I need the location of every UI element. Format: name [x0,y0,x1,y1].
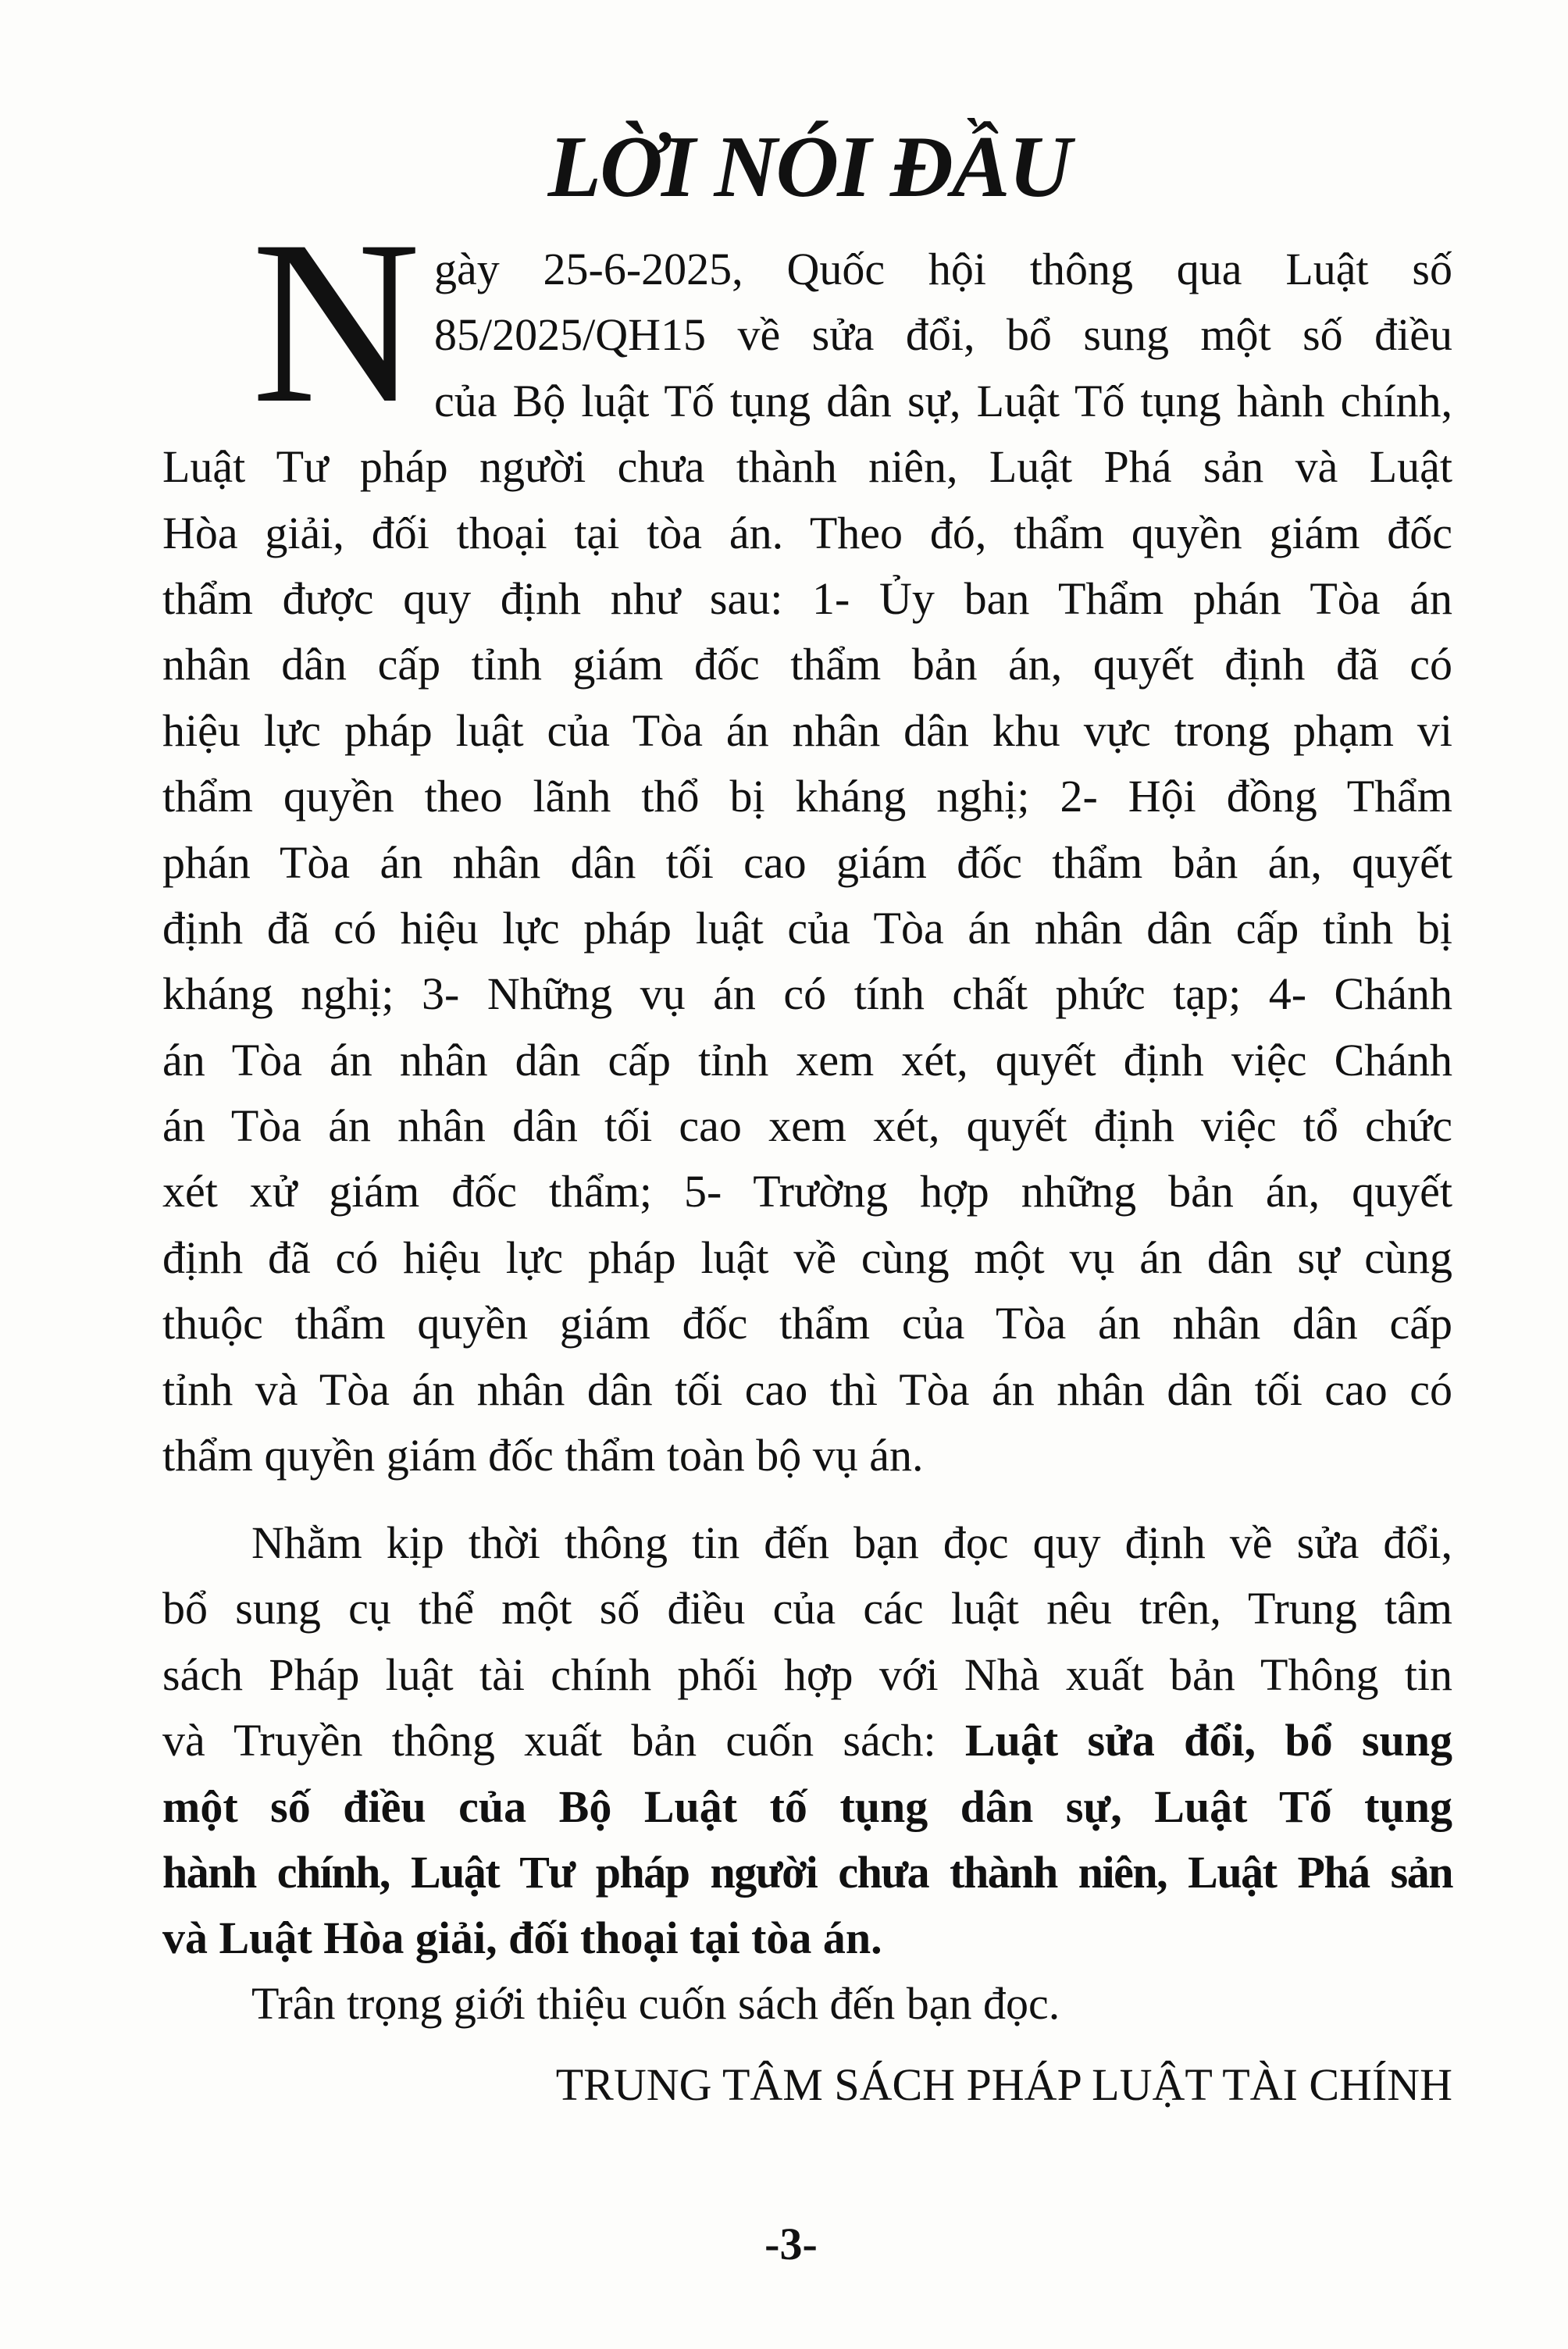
book-title-bold: Luật sửa đổi, bổ sung [964,1715,1452,1766]
text-line: bổ sung cụ thể một số điều của các luật nêu trên, Trung tâm [162,1583,1452,1634]
text-line: thẩm quyền theo lãnh thổ bị kháng nghị; 2- Hội đồng Thẩm [162,771,1452,822]
text-line: định đã có hiệu lực pháp luật về cùng một vụ án dân sự cùng [162,1232,1452,1283]
paragraph-2 [162,1510,1452,1972]
text-line: hiệu lực pháp luật của Tòa án nhân dân khu vực trong phạm vi [162,704,1452,756]
text-line: 85/2025/QH15 về sửa đổi, bổ sung một số điều [434,309,1452,361]
book-title-line: và Luật Hòa giải, đối thoại tại tòa án. [162,1912,882,1964]
text-line: kháng nghị; 3- Những vụ án có tính chất phức tạp; 4- Chánh [162,968,1452,1020]
text-line: án Tòa án nhân dân tối cao xem xét, quyết định việc tổ chức [162,1100,1452,1152]
text-line: thuộc thẩm quyền giám đốc thẩm của Tòa án nhân dân cấp [162,1298,1452,1349]
text-line: của Bộ luật Tố tụng dân sự, Luật Tố tụng hành chính, [434,375,1452,426]
text-line: tỉnh và Tòa án nhân dân tối cao thì Tòa án nhân dân tối cao có [162,1363,1452,1415]
text-line: án Tòa án nhân dân cấp tỉnh xem xét, quyết định việc Chánh [162,1034,1452,1085]
text-line: Nhằm kịp thời thông tin đến bạn đọc quy định về sửa đổi, [251,1517,1452,1568]
paragraph-1 [162,237,1452,1488]
text-line: gày 25-6-2025, Quốc hội thông qua Luật số [434,244,1452,294]
text-line: phán Tòa án nhân dân tối cao giám đốc thẩm bản án, quyết [162,836,1452,888]
text-line: Luật Tư pháp người chưa thành niên, Luật Phá sản và Luật [162,441,1452,493]
closing-paragraph [162,1971,1452,2037]
book-title-line: một số điều của Bộ Luật tố tụng dân sự, Luật Tố tụng [162,1780,1452,1832]
text-line: thẩm quyền giám đốc thẩm toàn bộ vụ án. [162,1430,924,1481]
page-title: LỜI NÓI ĐẦU [547,119,1071,216]
page-number: -3- [764,2219,818,2269]
text-line: sách Pháp luật tài chính phối hợp với Nhà xuất bản Thông tin [162,1649,1452,1700]
signature: TRUNG TÂM SÁCH PHÁP LUẬT TÀI CHÍNH [555,2059,1452,2110]
book-title-line: hành chính, Luật Tư pháp người chưa thành niên, Luật Phá sản [162,1846,1452,1898]
text-line: thẩm được quy định như sau: 1- Ủy ban Thẩm phán Tòa án [162,572,1452,624]
drop-cap: N [251,192,421,451]
text-line [162,1708,1452,1773]
text-line: Hòa giải, đối thoại tại tòa án. Theo đó, thẩm quyền giám đốc [162,507,1452,558]
text-line: nhân dân cấp tỉnh giám đốc thẩm bản án, quyết định đã có [162,639,1452,690]
closing-line: Trân trọng giới thiệu cuốn sách đến bạn đọc. [251,1978,1060,2029]
text-line: định đã có hiệu lực pháp luật của Tòa án nhân dân cấp tỉnh bị [162,902,1452,954]
text-line: xét xử giám đốc thẩm; 5- Trường hợp những bản án, quyết [162,1166,1452,1217]
text-plain: và Truyền thông xuất bản cuốn sách: [162,1715,965,1766]
